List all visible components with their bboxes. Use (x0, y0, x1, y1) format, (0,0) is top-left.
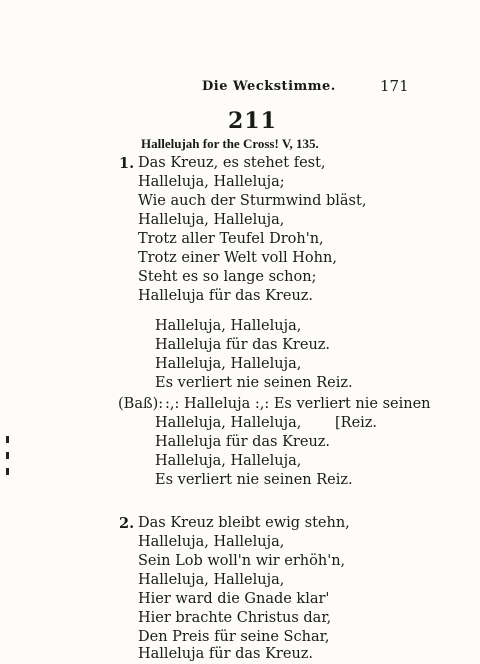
bass-line: Halleluja, Halleluja, (155, 453, 302, 469)
page-number: 171 (380, 77, 409, 95)
stanza-1-number: 1. (119, 155, 135, 172)
bass-label: (Baß): (118, 396, 164, 412)
stanza-2-line: Das Kreuz bleibt ewig stehn, (138, 515, 350, 531)
stanza-2-line: Halleluja für das Kreuz. (138, 646, 314, 662)
running-title: Die Weckstimme. (202, 79, 336, 94)
bass-line: Halleluja, Halleluja, (155, 415, 302, 431)
stanza-2-line: Hier brachte Christus dar, (138, 610, 332, 626)
stanza-1-line: Trotz aller Teufel Droh'n, (138, 231, 324, 247)
stanza-2-line: Sein Lob woll'n wir erhöh'n, (138, 553, 346, 569)
hymn-number: 211 (228, 108, 277, 134)
margin-mark (6, 468, 9, 475)
stanza-2-number: 2. (119, 515, 135, 532)
stanza-2-line: Den Preis für seine Schar, (138, 629, 330, 645)
refrain-line: Halleluja, Halleluja, (155, 356, 302, 372)
bass-line: Es verliert nie seinen Reiz. (155, 472, 353, 488)
refrain-line: Halleluja, Halleluja, (155, 318, 302, 334)
stanza-1-line: Wie auch der Sturmwind bläst, (138, 193, 367, 209)
refrain-line: Es verliert nie seinen Reiz. (155, 375, 353, 391)
bass-line: :,: Halleluja :,: Es verliert nie seinen (165, 396, 431, 412)
stanza-2-line: Halleluja, Halleluja, (138, 572, 285, 588)
stanza-1-line: Halleluja, Halleluja, (138, 212, 285, 228)
stanza-1-line: Halleluja, Halleluja; (138, 174, 285, 190)
tune-line: Hallelujah for the Cross! V, 135. (141, 136, 319, 151)
stanza-1-line: Das Kreuz, es stehet fest, (138, 155, 326, 171)
margin-mark (6, 452, 9, 459)
stanza-1-line: Steht es so lange schon; (138, 269, 317, 285)
stanza-2-line: Hier ward die Gnade klar' (138, 591, 330, 607)
stanza-1-line: Halleluja für das Kreuz. (138, 288, 314, 304)
margin-mark (6, 436, 9, 443)
bass-line: Halleluja für das Kreuz. (155, 434, 331, 450)
refrain-line: Halleluja für das Kreuz. (155, 337, 331, 353)
stanza-2-line: Halleluja, Halleluja, (138, 534, 285, 550)
bass-carry-over: [Reiz. (335, 415, 378, 431)
stanza-1-line: Trotz einer Welt voll Hohn, (138, 250, 337, 266)
